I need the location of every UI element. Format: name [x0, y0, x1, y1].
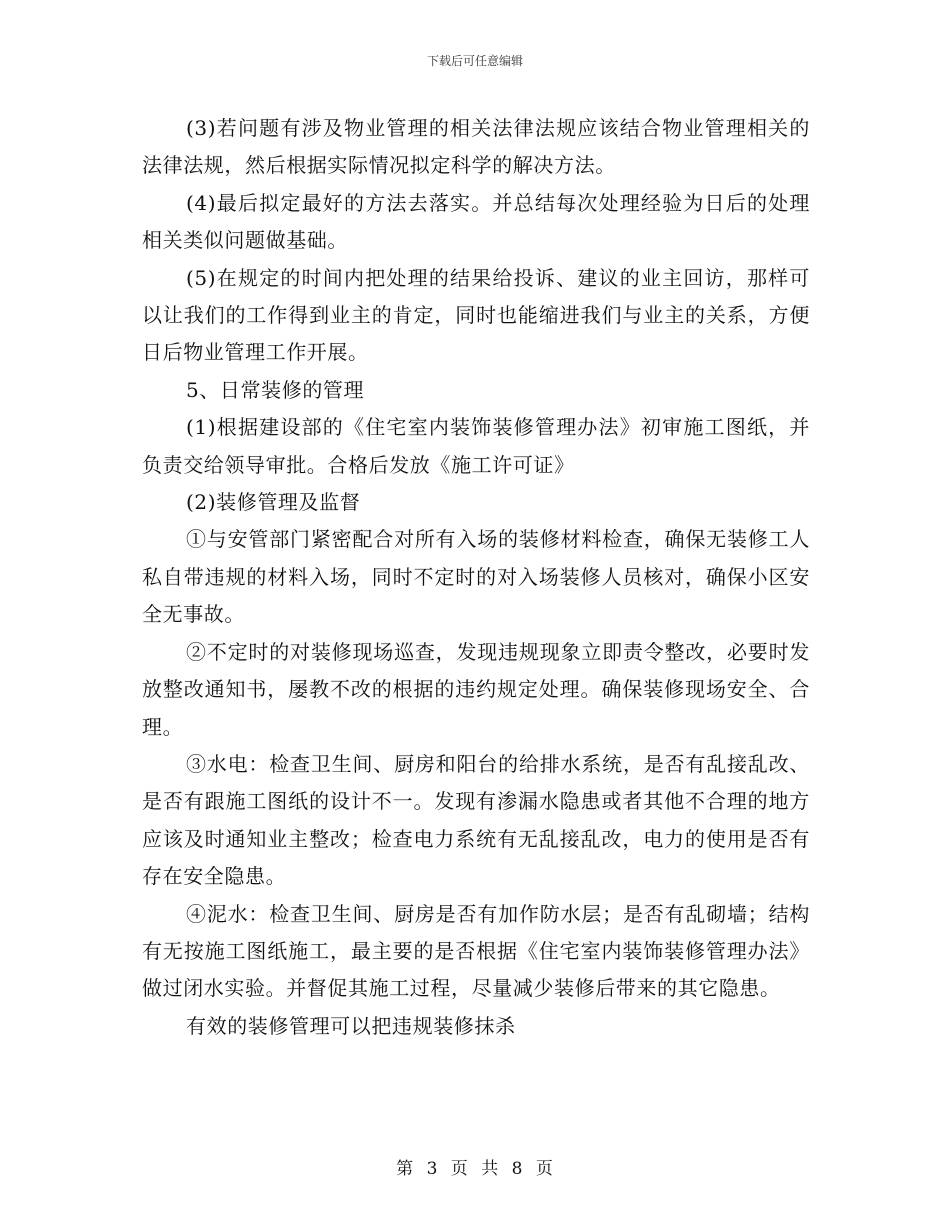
paragraph-item-4: (4)最后拟定最好的方法去落实。并总结每次处理经验为日后的处理相关类似问题做基础。: [142, 190, 810, 253]
page-number-footer: 第 3 页 共 8 页: [396, 1159, 554, 1179]
paragraph-renovation-2: (2)装修管理及监督: [186, 490, 361, 515]
paragraph-closing: 有效的装修管理可以把违规装修抹杀: [186, 1013, 516, 1038]
paragraph-circled-3: ③水电：检查卫生间、厨房和阳台的给排水系统，是否有乱接乱改、是否有跟施工图纸的设计不一。发现有渗漏水隐患或者其他不合理的地方应该及时通知业主整改；检查电力系统有无乱接乱改，电力的使用是否有存在安全隐患。: [142, 751, 810, 889]
section-heading-renovation: 5、日常装修的管理: [186, 377, 365, 402]
paragraph-circled-4: ④泥水：检查卫生间、厨房是否有加作防水层；是否有乱砌墙；结构有无按施工图纸施工，最主要的是否根据《住宅室内装饰装修管理办法》做过闭水实验。并督促其施工过程，尽量减少装修后带来的其它隐患。: [142, 901, 810, 1001]
paragraph-item-5: (5)在规定的时间内把处理的结果给投诉、建议的业主回访，那样可以让我们的工作得到业主的肯定，同时也能缩进我们与业主的关系，方便日后物业管理工作开展。: [142, 265, 810, 365]
paragraph-item-3: (3)若问题有涉及物业管理的相关法律法规应该结合物业管理相关的法律法规，然后根据实际情况拟定科学的解决方法。: [142, 116, 810, 178]
paragraph-renovation-1: (1)根据建设部的《住宅室内装饰装修管理办法》初审施工图纸，并负责交给领导审批。合格后发放《施工许可证》: [142, 415, 810, 477]
paragraph-circled-1: ①与安管部门紧密配合对所有入场的装修材料检查，确保无装修工人私自带违规的材料入场，同时不定时的对入场装修人员核对，确保小区安全无事故。: [142, 527, 810, 627]
document-body: [142, 110, 810, 1045]
paragraph-circled-2: ②不定时的对装修现场巡查，发现违规现象立即责令整改，必要时发放整改通知书，屡教不改的根据的违约规定处理。确保装修现场安全、合理。: [142, 639, 810, 739]
page-header: 下载后可任意编辑: [426, 54, 523, 68]
